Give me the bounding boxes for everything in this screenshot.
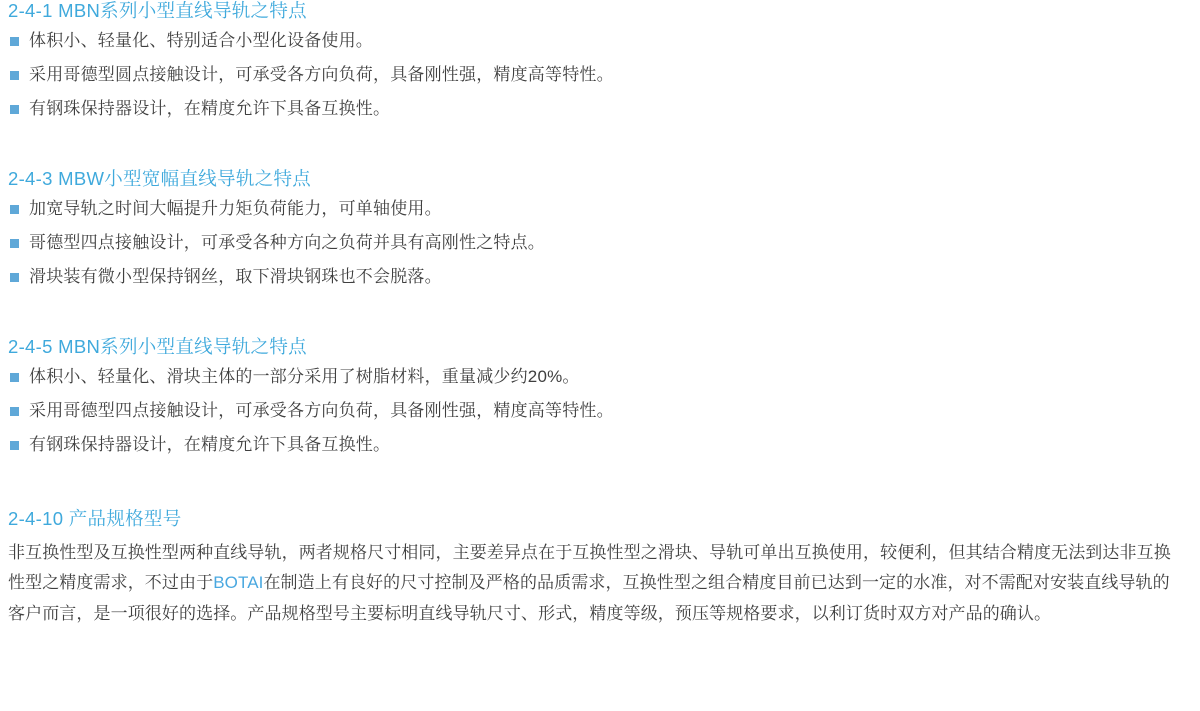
square-bullet-icon (10, 71, 19, 80)
section-mbn-small (0, 0, 1200, 121)
paragraph-part-2: 在制造上有良好的尺寸控制及严格的品质需求，互换性型之组合精度目前已达到一定的水准，对不需配对安装直线导轨的客户而言，是一项很好的选择。产品规格型号主要标明直线导轨尺寸、形式，精度等级，预压等规格要求，以利订货时双方对产品的确认。 (8, 573, 1170, 623)
section-title: 2-4-5 MBN系列小型直线导轨之特点 (8, 336, 307, 357)
section-spacer (0, 300, 1200, 336)
section-title: 2-4-10 产品规格型号 (8, 508, 182, 529)
list-item-text: 加宽导轨之时间大幅提升力矩负荷能力，可单轴使用。 (29, 199, 442, 219)
square-bullet-icon (10, 239, 19, 248)
square-bullet-icon (10, 105, 19, 114)
bullet-list (8, 366, 1200, 457)
list-item-text: 有钢珠保持器设计，在精度允许下具备互换性。 (29, 99, 391, 119)
section-mbw-wide (0, 168, 1200, 289)
brand-name: BOTAI (213, 573, 264, 593)
list-item (8, 366, 1200, 389)
list-item (8, 98, 1200, 121)
list-item (8, 400, 1200, 423)
square-bullet-icon (10, 205, 19, 214)
bullet-list (8, 30, 1200, 121)
square-bullet-icon (10, 37, 19, 46)
square-bullet-icon (10, 373, 19, 382)
bullet-list (8, 198, 1200, 289)
square-bullet-icon (10, 407, 19, 416)
list-item (8, 266, 1200, 289)
list-item-text: 采用哥德型四点接触设计，可承受各方向负荷，具备刚性强，精度高等特性。 (29, 401, 614, 421)
list-item (8, 232, 1200, 255)
paragraph-body (8, 538, 1183, 629)
square-bullet-icon (10, 273, 19, 282)
section-title: 2-4-3 MBW小型宽幅直线导轨之特点 (8, 168, 312, 189)
section-spacer (0, 468, 1200, 508)
list-item-text: 哥德型四点接触设计，可承受各种方向之负荷并具有高刚性之特点。 (29, 233, 545, 253)
list-item (8, 30, 1200, 53)
list-item (8, 198, 1200, 221)
list-item-text: 体积小、轻量化、特别适合小型化设备使用。 (29, 31, 373, 51)
paragraph-part-1: 非互换性型及互换性型两种直线导轨，两者规格尺寸相同，主要差异点在于互换性型之滑块、导轨可单出互换使用，较便利，但其结合精度无法到达非互换性型之精度需求，不过由于 (8, 543, 1171, 593)
square-bullet-icon (10, 441, 19, 450)
list-item-text: 采用哥德型圆点接触设计，可承受各方向负荷，具备刚性强，精度高等特性。 (29, 65, 614, 85)
section-spacer (0, 132, 1200, 168)
list-item (8, 434, 1200, 457)
list-item-text: 有钢珠保持器设计，在精度允许下具备互换性。 (29, 435, 391, 455)
list-item (8, 64, 1200, 87)
section-product-spec (0, 508, 1200, 629)
section-title: 2-4-1 MBN系列小型直线导轨之特点 (8, 0, 307, 21)
list-item-text: 滑块装有微小型保持钢丝，取下滑块钢珠也不会脱落。 (29, 267, 442, 287)
section-mbn-series (0, 336, 1200, 457)
list-item-text: 体积小、轻量化、滑块主体的一部分采用了树脂材料，重量减少约20%。 (29, 367, 580, 387)
